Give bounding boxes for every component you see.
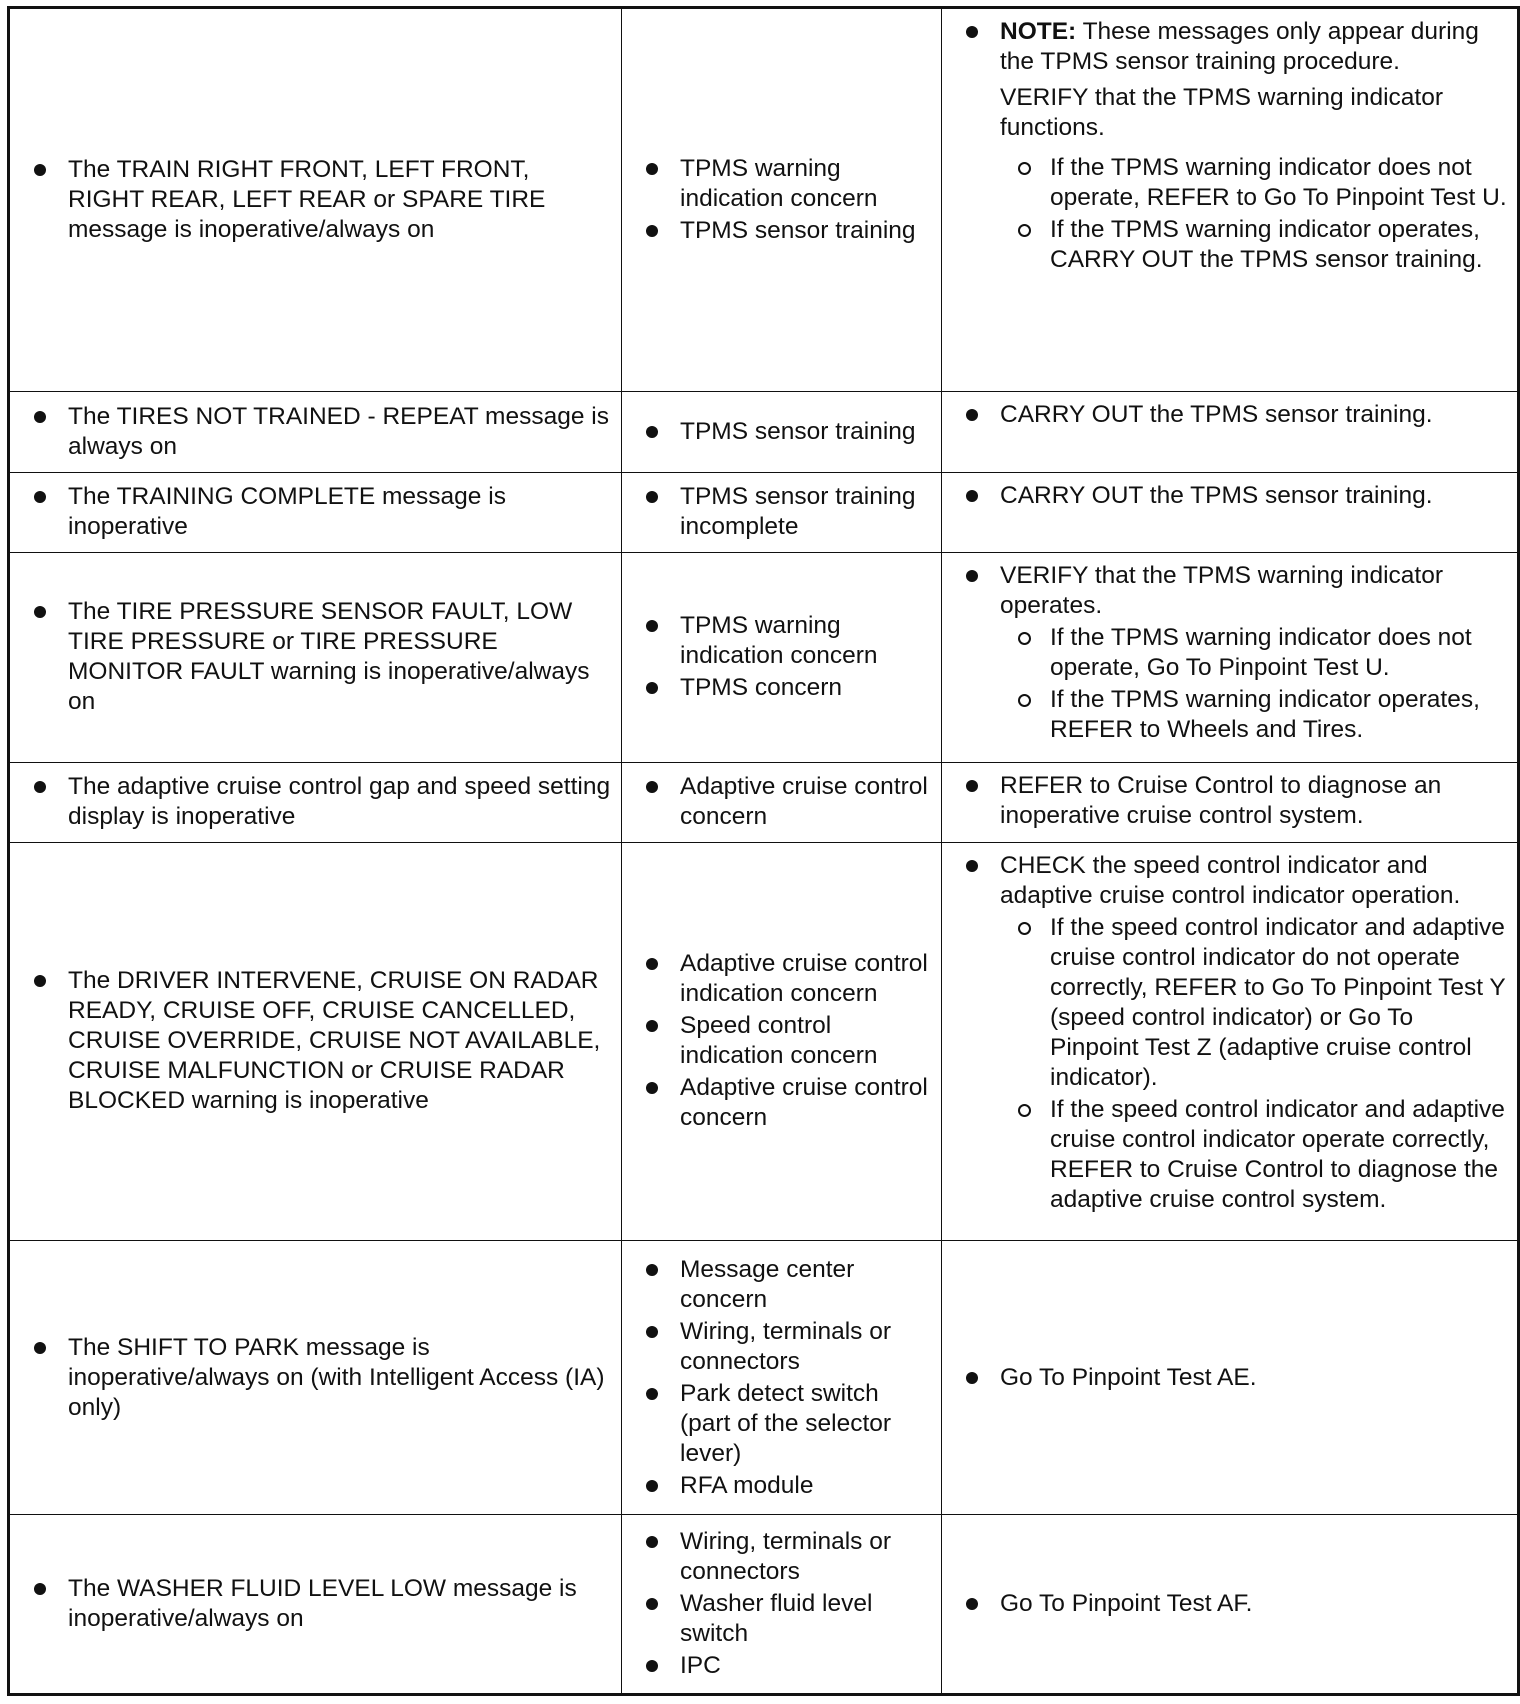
diagnosis-table [7,6,1520,1696]
condition-cell [9,8,622,392]
action-sub-item: If the TPMS warning indicator does not operate, REFER to Go To Pinpoint Test U. [1000,153,1507,213]
cause-item: Wiring, terminals or connectors [634,1527,931,1587]
action-sub-item: If the TPMS warning indicator does not operate, Go To Pinpoint Test U. [1000,623,1507,683]
cause-item: Park detect switch (part of the selector lever) [634,1379,931,1469]
condition-text: The SHIFT TO PARK message is inoperative/always on (with Intelligent Access (IA) only) [22,1333,611,1423]
cause-item: Speed control indication concern [634,1011,931,1071]
cause-cell [622,762,942,842]
action-text: VERIFY that the TPMS warning indicator operates. [1000,561,1444,619]
condition-text: The TIRES NOT TRAINED - REPEAT message is always on [22,402,611,462]
cause-item: Washer fluid level switch [634,1589,931,1649]
action-item [954,851,1507,1215]
cause-cell [622,552,942,762]
condition-text: The DRIVER INTERVENE, CRUISE ON RADAR READY, CRUISE OFF, CRUISE CANCELLED, CRUISE OVERRIDE, CRUISE NOT AVAILABLE, CRUISE MALFUNCTION or CRUISE RADAR BLOCKED warning is inoperative [22,966,611,1116]
table-row [9,762,1519,842]
cause-item: TPMS warning indication concern [634,611,931,671]
cause-cell [622,472,942,552]
table-row [9,472,1519,552]
condition-cell [9,1515,622,1695]
cause-cell [622,8,942,392]
condition-text: The TIRE PRESSURE SENSOR FAULT, LOW TIRE PRESSURE or TIRE PRESSURE MONITOR FAULT warning is inoperative/always on [22,597,611,717]
cause-cell [622,1515,942,1695]
cause-item: TPMS warning indication concern [634,154,931,214]
table-row [9,1515,1519,1695]
cause-item: Wiring, terminals or connectors [634,1317,931,1377]
action-sub-item: If the speed control indicator and adaptive cruise control indicator operate correctly, REFER to Cruise Control to diagnose the adaptive cruise control system. [1000,1095,1507,1215]
condition-text: The TRAIN RIGHT FRONT, LEFT FRONT, RIGHT REAR, LEFT REAR or SPARE TIRE message is inoperative/always on [22,155,611,245]
action-cell [942,762,1519,842]
note-label: NOTE: [1000,18,1077,45]
table-row [9,8,1519,392]
action-text: VERIFY that the TPMS warning indicator functions. [1000,84,1444,141]
action-cell [942,1240,1519,1515]
condition-cell [9,1240,622,1515]
table-row [9,392,1519,472]
cause-item: Adaptive cruise control indication concern [634,949,931,1009]
cause-item: TPMS sensor training [634,417,931,447]
condition-text: The WASHER FLUID LEVEL LOW message is inoperative/always on [22,1574,611,1634]
condition-text: The adaptive cruise control gap and speed setting display is inoperative [22,772,611,832]
cause-cell [622,843,942,1241]
action-item [954,561,1507,745]
cause-item: TPMS sensor training incomplete [634,482,931,542]
cause-item: IPC [634,1651,931,1681]
condition-text: The TRAINING COMPLETE message is inoperative [22,482,611,542]
table-row [9,552,1519,762]
action-text: CARRY OUT the TPMS sensor training. [954,481,1507,511]
note-text: These messages only appear during the TPMS sensor training procedure. [1000,18,1479,75]
action-text: CARRY OUT the TPMS sensor training. [954,400,1507,430]
action-text: CHECK the speed control indicator and adaptive cruise control indicator operation. [1000,852,1461,910]
condition-cell [9,762,622,842]
action-sub-item: If the TPMS warning indicator operates, CARRY OUT the TPMS sensor training. [1000,215,1507,275]
cause-item: Adaptive cruise control concern [634,772,931,832]
condition-cell [9,472,622,552]
note [1000,17,1507,77]
action-cell [942,843,1519,1241]
cause-cell [622,1240,942,1515]
action-cell [942,552,1519,762]
action-text: REFER to Cruise Control to diagnose an inoperative cruise control system. [954,771,1507,831]
action-cell [942,1515,1519,1695]
condition-cell [9,843,622,1241]
cause-item: Message center concern [634,1255,931,1315]
table-row [9,1240,1519,1515]
table-row [9,843,1519,1241]
action-sub-item: If the TPMS warning indicator operates, REFER to Wheels and Tires. [1000,685,1507,745]
action-text: Go To Pinpoint Test AF. [954,1589,1507,1619]
condition-cell [9,552,622,762]
action-text: Go To Pinpoint Test AE. [954,1363,1507,1393]
cause-item: TPMS sensor training [634,216,931,246]
cause-item: RFA module [634,1471,931,1501]
action-sub-item: If the speed control indicator and adaptive cruise control indicator do not operate correctly, REFER to Go To Pinpoint Test Y (speed control indicator) or Go To Pinpoint Test Z (adaptive cruise control indicator). [1000,913,1507,1093]
condition-cell [9,392,622,472]
action-cell [942,392,1519,472]
cause-item: Adaptive cruise control concern [634,1073,931,1133]
action-item [954,17,1507,275]
cause-cell [622,392,942,472]
cause-item: TPMS concern [634,673,931,703]
action-cell [942,472,1519,552]
action-cell [942,8,1519,392]
